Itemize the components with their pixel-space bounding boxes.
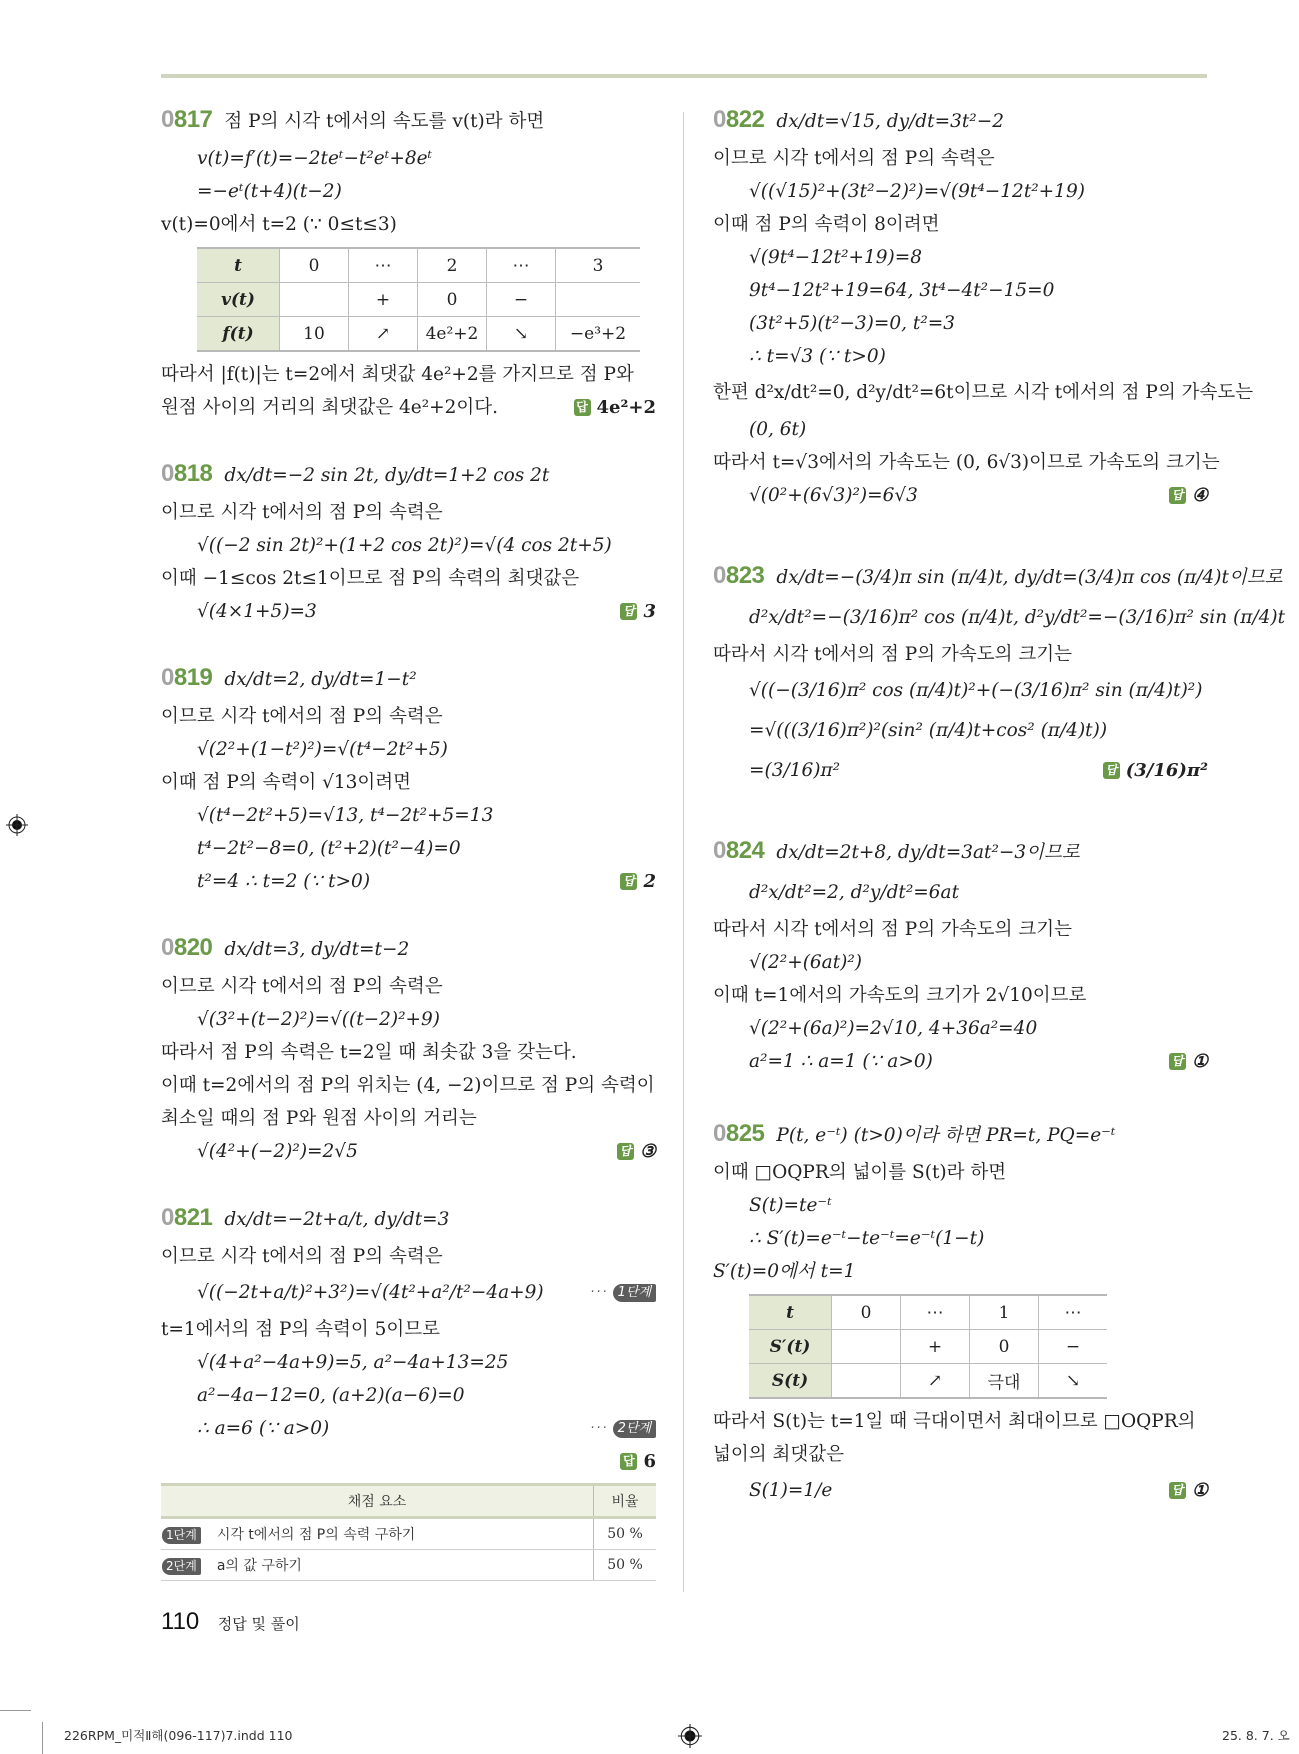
solution-line: v(t)=f′(t)=−2teᵗ−t²eᵗ+8eᵗ [197, 148, 433, 169]
table-header-row: 채점 요소 비율 [161, 1485, 656, 1518]
step-1-tag: ··· 1단계 [590, 1273, 656, 1313]
solution-line: 따라서 S(t)는 t=1일 때 극대이면서 최대이므로 □OQPR의 [713, 1411, 1196, 1432]
table-row: 2단계 a의 값 구하기 50 % [161, 1550, 656, 1581]
solution-line: t⁴−2t²−8=0, (t²+2)(t²−4)=0 [197, 838, 461, 859]
solution-line: √(0²+(6√3)²)=6√3 답 ④ [713, 479, 1208, 512]
column-divider [683, 112, 684, 1592]
registration-mark-icon [678, 1724, 702, 1748]
solution-line: √((−(3/16)π² cos (π/4)t)²+(−(3/16)π² sin (π/4)t)²) [749, 680, 1203, 701]
step-badge: 1단계 [162, 1527, 201, 1544]
problem-number: 0822 [713, 106, 765, 133]
answer-badge-icon: 답 [1169, 487, 1186, 504]
solution-line: 이때 점 P의 속력이 8이려면 [713, 214, 940, 235]
derivative-expression: dx/dt=−2t+a/t, dy/dt=3 [224, 1209, 450, 1230]
solution-line: v(t)=0에서 t=2 (∵ 0≤t≤3) [161, 214, 397, 235]
slug-file-info: 226RPM_미적Ⅱ해(096-117)7.indd 110 [64, 1728, 293, 1743]
solution-line: 이때 t=2에서의 점 P의 위치는 (4, −2)이므로 점 P의 속력이 [161, 1075, 655, 1096]
solution-line: ∴ S′(t)=e⁻ᵗ−te⁻ᵗ=e⁻ᵗ(1−t) [749, 1228, 985, 1249]
answer: 답 (3/16)π² [1103, 751, 1208, 791]
solution-line: S′(t)=0에서 t=1 [713, 1261, 856, 1282]
solution-line: ∴ t=√3 (∵ t>0) [749, 346, 886, 367]
solution-line: 이때 t=1에서의 가속도의 크기가 2√10이므로 [713, 985, 1087, 1006]
derivative-expression: dx/dt=2, dy/dt=1−t² [224, 669, 417, 690]
problem-0817 [161, 100, 656, 424]
derivative-expression: dx/dt=2t+8, dy/dt=3at²−3이므로 [776, 842, 1080, 863]
answer-badge-icon: 답 [617, 1143, 634, 1160]
problem-number: 0817 [161, 106, 213, 133]
answer-badge-icon: 답 [620, 603, 637, 620]
increase-decrease-table [749, 1294, 1107, 1399]
solution-line: 넓이의 최댓값은 [713, 1444, 844, 1465]
answer-badge-icon: 답 [1103, 762, 1120, 779]
solution-line: 이므로 시각 t에서의 점 P의 속력은 [161, 976, 443, 997]
right-column [713, 100, 1286, 1541]
answer-line [161, 1445, 656, 1475]
page-footer [161, 1608, 300, 1636]
solution-line: √((√15)²+(3t²−2)²)=√(9t⁴−12t²+19) [749, 181, 1085, 202]
problem-0825 [713, 1114, 1208, 1511]
page-number: 110 [161, 1608, 200, 1635]
step-2-tag: ··· 2단계 [590, 1412, 656, 1445]
problem-number: 0821 [161, 1204, 213, 1231]
solution-line: 이때 □OQPR의 넓이를 S(t)라 하면 [713, 1162, 1007, 1183]
problem-number: 0820 [161, 934, 213, 961]
solution-line: d²x/dt²=2, d²y/dt²=6at [749, 882, 960, 903]
solution-line: 이므로 시각 t에서의 점 P의 속력은 [161, 706, 443, 727]
solution-line: 따라서 점 P의 속력은 t=2일 때 최솟값 3을 갖는다. [161, 1042, 577, 1063]
solution-line: √(4×1+5)=3 답 3 [161, 595, 656, 628]
left-column [161, 100, 656, 1581]
registration-mark-icon [6, 814, 28, 836]
solution-line: 따라서 t=√3에서의 가속도는 (0, 6√3)이므로 가속도의 크기는 [713, 452, 1220, 473]
answer: 답 6 [620, 1445, 656, 1478]
solution-line: 한편 d²x/dt²=0, d²y/dt²=6t이므로 시각 t에서의 점 P의 가속도는 [713, 382, 1254, 403]
problem-number: 0824 [713, 837, 765, 864]
top-rule [161, 74, 1207, 78]
answer-badge-icon: 답 [620, 873, 637, 890]
solution-line: √(9t⁴−12t²+19)=8 [749, 247, 923, 268]
problem-0820 [161, 928, 656, 1168]
answer-badge-icon: 답 [1169, 1482, 1186, 1499]
solution-line: (0, 6t) [749, 419, 807, 440]
section-label: 정답 및 풀이 [217, 1615, 300, 1633]
solution-line: √(4+a²−4a+9)=5, a²−4a+13=25 [197, 1352, 509, 1373]
answer: 답 4e²+2 [574, 391, 656, 424]
problem-0821 [161, 1198, 656, 1475]
solution-line: =−eᵗ(t+4)(t−2) [197, 181, 342, 202]
answer-badge-icon: 답 [574, 399, 591, 416]
table-row: t 0 ⋯ 2 ⋯ 3 [197, 248, 640, 283]
point-definition: P(t, e⁻ᵗ) (t>0)이라 하면 PR=t, PQ=e⁻ᵗ [776, 1125, 1116, 1146]
solution-line: √((−2t+a/t)²+3²)=√(4t²+a²/t²−4a+9) ··· 1단계 [161, 1273, 656, 1313]
table-row: 1단계 시각 t에서의 점 P의 속력 구하기 50 % [161, 1518, 656, 1550]
solution-line: 점 P의 시각 t에서의 속도를 v(t)라 하면 [224, 111, 545, 132]
table-row: S′(t) + 0 − [749, 1330, 1107, 1364]
solution-line: √(2²+(6at)²) [749, 952, 862, 973]
problem-number: 0823 [713, 562, 765, 589]
answer: 답 ① [1169, 1471, 1208, 1511]
solution-line: S(1)=1/e 답 ① [713, 1471, 1208, 1511]
solution-line: √(2²+(1−t²)²)=√(t⁴−2t²+5) [197, 739, 448, 760]
table-row: v(t) + 0 − [197, 283, 640, 317]
solution-line: 9t⁴−12t²+19=64, 3t⁴−4t²−15=0 [749, 280, 1055, 301]
solution-line: 따라서 |f(t)|는 t=2에서 최댓값 4e²+2를 가지므로 점 P와 [161, 364, 634, 385]
solution-line: =(3/16)π² 답 (3/16)π² [713, 751, 1208, 791]
solution-line: t=1에서의 점 P의 속력이 5이므로 [161, 1319, 441, 1340]
derivative-expression: dx/dt=−(3/4)π sin (π/4)t, dy/dt=(3/4)π cos (π/4)t이므로 [776, 567, 1283, 588]
solution-line: 이므로 시각 t에서의 점 P의 속력은 [161, 1246, 443, 1267]
crop-line [42, 1722, 43, 1754]
answer: 답 ③ [617, 1135, 656, 1168]
solution-line: 따라서 시각 t에서의 점 P의 가속도의 크기는 [713, 644, 1072, 665]
step-badge: 2단계 [162, 1558, 201, 1575]
table-row: f(t) 10 ↗ 4e²+2 ↘ −e³+2 [197, 317, 640, 352]
solution-line: 원점 사이의 거리의 최댓값은 4e²+2이다. 답 4e²+2 [161, 391, 656, 424]
problem-0818 [161, 454, 656, 628]
answer-badge-icon: 답 [620, 1453, 637, 1470]
solution-line: a²=1 ∴ a=1 (∵ a>0) 답 ① [713, 1045, 1208, 1078]
derivative-expression: dx/dt=3, dy/dt=t−2 [224, 939, 410, 960]
problem-0822 [713, 100, 1254, 512]
solution-line: S(t)=te⁻ᵗ [749, 1195, 832, 1216]
table-row: t 0 ⋯ 1 ⋯ [749, 1295, 1107, 1330]
slug-date: 25. 8. 7. 오 [1222, 1728, 1290, 1743]
table-row: S(t) ↗ 극대 ↘ [749, 1364, 1107, 1399]
solution-line: 이때 점 P의 속력이 √13이려면 [161, 772, 412, 793]
solution-line: t²=4 ∴ t=2 (∵ t>0) 답 2 [161, 865, 656, 898]
problem-0824 [713, 831, 1208, 1078]
solution-line: 이때 −1≤cos 2t≤1이므로 점 P의 속력의 최댓값은 [161, 568, 580, 589]
solution-line: (3t²+5)(t²−3)=0, t²=3 [749, 313, 956, 334]
solution-line: √(4²+(−2)²)=2√5 답 ③ [161, 1135, 656, 1168]
answer: 답 3 [620, 595, 656, 628]
answer: 답 ④ [1169, 479, 1208, 512]
problem-number: 0818 [161, 460, 213, 487]
solution-line: d²x/dt²=−(3/16)π² cos (π/4)t, d²y/dt²=−(3/16)π² sin (π/4)t [749, 607, 1286, 628]
solution-line: √(2²+(6a)²)=2√10, 4+36a²=40 [749, 1018, 1038, 1039]
answer: 답 2 [620, 865, 656, 898]
solution-line: √(t⁴−2t²+5)=√13, t⁴−2t²+5=13 [197, 805, 494, 826]
solution-line: a²−4a−12=0, (a+2)(a−6)=0 [197, 1385, 465, 1406]
answer-badge-icon: 답 [1169, 1053, 1186, 1070]
solution-line: √((−2 sin 2t)²+(1+2 cos 2t)²)=√(4 cos 2t+5) [197, 535, 612, 556]
derivative-expression: dx/dt=√15, dy/dt=3t²−2 [776, 111, 1004, 132]
solution-line: 이므로 시각 t에서의 점 P의 속력은 [713, 148, 995, 169]
derivative-expression: dx/dt=−2 sin 2t, dy/dt=1+2 cos 2t [224, 465, 550, 486]
solution-line: ∴ a=6 (∵ a>0) ··· 2단계 [161, 1412, 656, 1445]
solution-line: 따라서 시각 t에서의 점 P의 가속도의 크기는 [713, 919, 1072, 940]
problem-0823 [713, 556, 1286, 791]
scoring-rubric-table [161, 1483, 656, 1581]
problem-0819 [161, 658, 656, 898]
problem-number: 0825 [713, 1120, 765, 1147]
solution-line: =√(((3/16)π²)²(sin² (π/4)t+cos² (π/4)t)) [749, 720, 1108, 741]
increase-decrease-table [197, 247, 640, 352]
solution-line: 최소일 때의 점 P와 원점 사이의 거리는 [161, 1108, 477, 1129]
problem-number: 0819 [161, 664, 213, 691]
solution-line: √(3²+(t−2)²)=√((t−2)²+9) [197, 1009, 441, 1030]
answer: 답 ① [1169, 1045, 1208, 1078]
crop-line [0, 1710, 31, 1711]
solution-line: 이므로 시각 t에서의 점 P의 속력은 [161, 502, 443, 523]
